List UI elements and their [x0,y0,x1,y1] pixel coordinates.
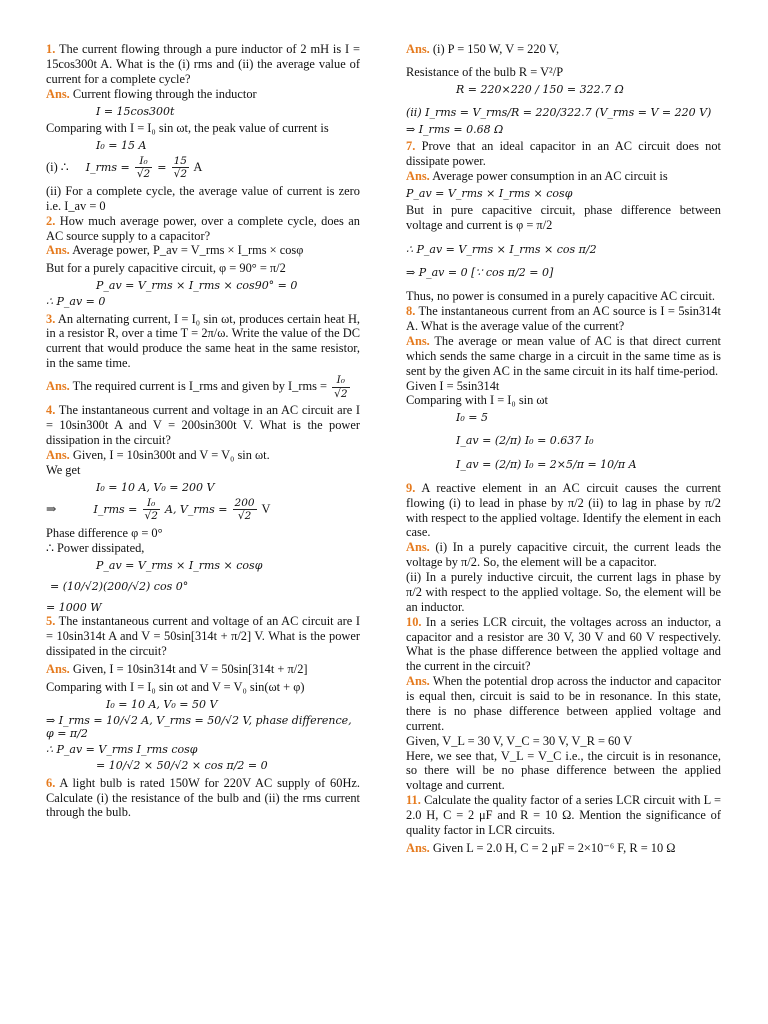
equation: I_av = (2/π) I₀ = 2×5/π = 10/π A [456,457,637,471]
question-10: 10. In a series LCR circuit, the voltages across an inductor, a capacitor and a resistor are 30 V, 30 V and 60 V respectively. What is the phase difference between the applied voltage and the current in the circuit? [406,614,721,674]
answer-6: Ans. (i) P = 150 W, V = 220 V, [406,42,560,56]
text-line: But in pure capacitive circuit, phase difference between voltage and current is φ = π/2 [406,203,721,232]
question-4: 4. The instantaneous current and voltage in an AC circuit are I = 10sin300t A and V = 200sin300t V. What is the power dissipation in the circuit? [46,403,360,447]
fraction: $\frac{200}{√2}$ [234,496,255,523]
answer-11: Ans. Given L = 2.0 H, C = 2 μF = 2×10⁻⁶ F, R = 10 Ω [406,840,676,855]
equation: P_av = V_rms × I_rms × cosφ [406,186,573,200]
equation: ⇒ P_av = 0 [∵ cos π/2 = 0] [406,266,554,280]
text-line: (ii) In a purely inductive circuit, the current lags in phase by π/2 with respect to the applied voltage. So, the element will be an inductor. [406,570,721,614]
fraction: $\frac{\text{I₀}}{√2}$ [334,374,348,400]
question-2: 2. How much average power, over a complete cycle, does an AC source supply to a capacitor? [46,213,360,243]
text-line: ∴ Power dissipated, [46,540,145,555]
equation: ∴ P_av = 0 [46,295,106,309]
question-6: 6. A light bulb is rated 150W for 220V AC supply of 60Hz. Calculate (i) the resistance of the bulb and (ii) the rms current through the bulb. [46,775,360,820]
question-8: 8. The instantaneous current from an AC source is I = 5sin314t A. What is the average value of the current? [406,304,722,333]
answer-10: Ans. When the potential drop across the inductor and capacitor is equal then, circuit is said to be in resonance. In this state, there is no phase difference between applied voltage and current. [406,674,721,733]
answer-2: Ans. Average power, P_av = V_rms × I_rms × cosφ [46,243,304,258]
equation: = (10/√2)(200/√2) cos 0° [50,579,189,593]
text-line: Phase difference φ = 0° [46,526,163,540]
text-line: But for a purely capacitive circuit, φ = 90° = π/2 [46,261,286,276]
fraction: $\frac{15}{√2}$ [173,154,187,181]
equation: ⇒ I_rms = 0.68 Ω [406,123,504,137]
equation: R = 220×220 / 150 = 322.7 Ω [456,82,624,96]
equation: = 1000 W [46,601,102,615]
text-line: Comparing with I = I₀ sin ωt [406,393,548,408]
answer-3: Ans. The required current is I_rms and given by I_rms = $\frac{\text{I₀}}{√2}$ [46,374,348,400]
answer-4: Ans. Given, I = 10sin300t and V = V₀ sin ωt. [46,447,270,462]
question-5: 5. The instantaneous current and voltage of an AC circuit are I = 10sin314t A and V = 50sin[314t + π/2] V. What is the power dissipated in the circuit? [46,614,361,659]
question-7: 7. Prove that an ideal capacitor in an AC circuit does not dissipate power. [406,139,721,169]
fraction: $\frac{\text{I₀}}{√2}$ [144,496,158,523]
equation-irms-vrms: ⇒ I_rms = $\frac{\text{I₀}}{√2}$ A, V_rms = $\frac{200}{√2}$ V [46,496,271,523]
equation: = 10/√2 × 50/√2 × cos π/2 = 0 [96,759,268,773]
right-column [406,42,721,859]
equation: (ii) I_rms = V_rms/R = 220/322.7 (V_rms = V = 220 V) [406,105,712,119]
equation: ∴ P_av = V_rms × I_rms × cos π/2 [406,242,597,256]
equation: I = 15cos300t [96,104,175,118]
equation-irms: (i) ∴ I_rms = $\frac{\text{I₀}}{√2}$ = $\frac{15}{√2}$ A [46,154,203,181]
equation: I₀ = 15 A [96,138,147,152]
equation: ⇒ I_rms = 10/√2 A, V_rms = 50/√2 V, phase difference, φ = π/2 [46,713,352,741]
equation: I₀ = 10 A, V₀ = 50 V [106,697,218,711]
text-line: We get [46,462,81,477]
equation: I₀ = 10 A, V₀ = 200 V [96,480,215,494]
text-line: Here, we see that, V_L = V_C i.e., the circuit is in resonance, so there will be no phase difference between the applied voltage and current. [406,748,721,793]
text-line: Comparing with I = I₀ sin ωt, the peak value of current is [46,120,329,135]
equation: P_av = V_rms × I_rms × cosφ [96,558,263,572]
answer-1: Ans. Current flowing through the inductor [46,86,257,101]
answer-8: Ans. The average or mean value of AC is that direct current which sends the same charge in a circuit in the same time as is sent by the given AC in the same circuit in its half time-period. [406,333,722,378]
equation: I₀ = 5 [456,411,488,425]
text-line: Comparing with I = I₀ sin ωt and V = V₀ sin(ωt + φ) [46,679,305,694]
answer-9: Ans. (i) In a purely capacitive circuit, the current leads the voltage by π/2. So, the element will be a capacitor. [406,540,721,570]
text-line: Resistance of the bulb R = V²/P [406,64,564,79]
text-line: Given, V_L = 30 V, V_C = 30 V, V_R = 60 V [406,733,633,748]
equation: P_av = V_rms × I_rms × cos90° = 0 [96,279,298,293]
equation: I_av = (2/π) I₀ = 0.637 I₀ [456,434,594,448]
question-11: 11. Calculate the quality factor of a series LCR circuit with L = 2.0 H, C = 2 μF and R = 10 Ω. Mention the significance of quality factor in LCR circuits. [406,793,721,837]
text-line: Thus, no power is consumed in a purely capacitive AC circuit. [406,289,715,304]
question-9: 9. A reactive element in an AC circuit causes the current flowing (i) to lead in phase by π/2 (ii) to lag in phase by π/2 with respect to the applied voltage. Identify the element in each case. [406,480,721,540]
question-1: 1. The current flowing through a pure inductor of 2 mH is I = 15cos300t A. What is the (i) rms and (ii) the average value of current for a complete cycle? [46,42,360,86]
left-column [46,42,360,820]
question-3: 3. An alternating current, I = I₀ sin ωt, produces certain heat H, in a resistor R, over a time T = 2π/ω. Write the value of the DC current that would produce the same heat in the same resistor, in the same time. [46,311,360,371]
fraction: $\frac{\text{I₀}}{√2}$ [136,154,151,181]
answer-5: Ans. Given, I = 10sin314t and V = 50sin[314t + π/2] [46,661,308,676]
answer-7: Ans. Average power consumption in an AC circuit is [406,169,668,184]
text-line: (ii) For a complete cycle, the average value of current is zero i.e. I_av = 0 [46,183,360,213]
text-line: Given I = 5sin314t [406,378,500,393]
equation: ∴ P_av = V_rms I_rms cosφ [46,743,198,757]
